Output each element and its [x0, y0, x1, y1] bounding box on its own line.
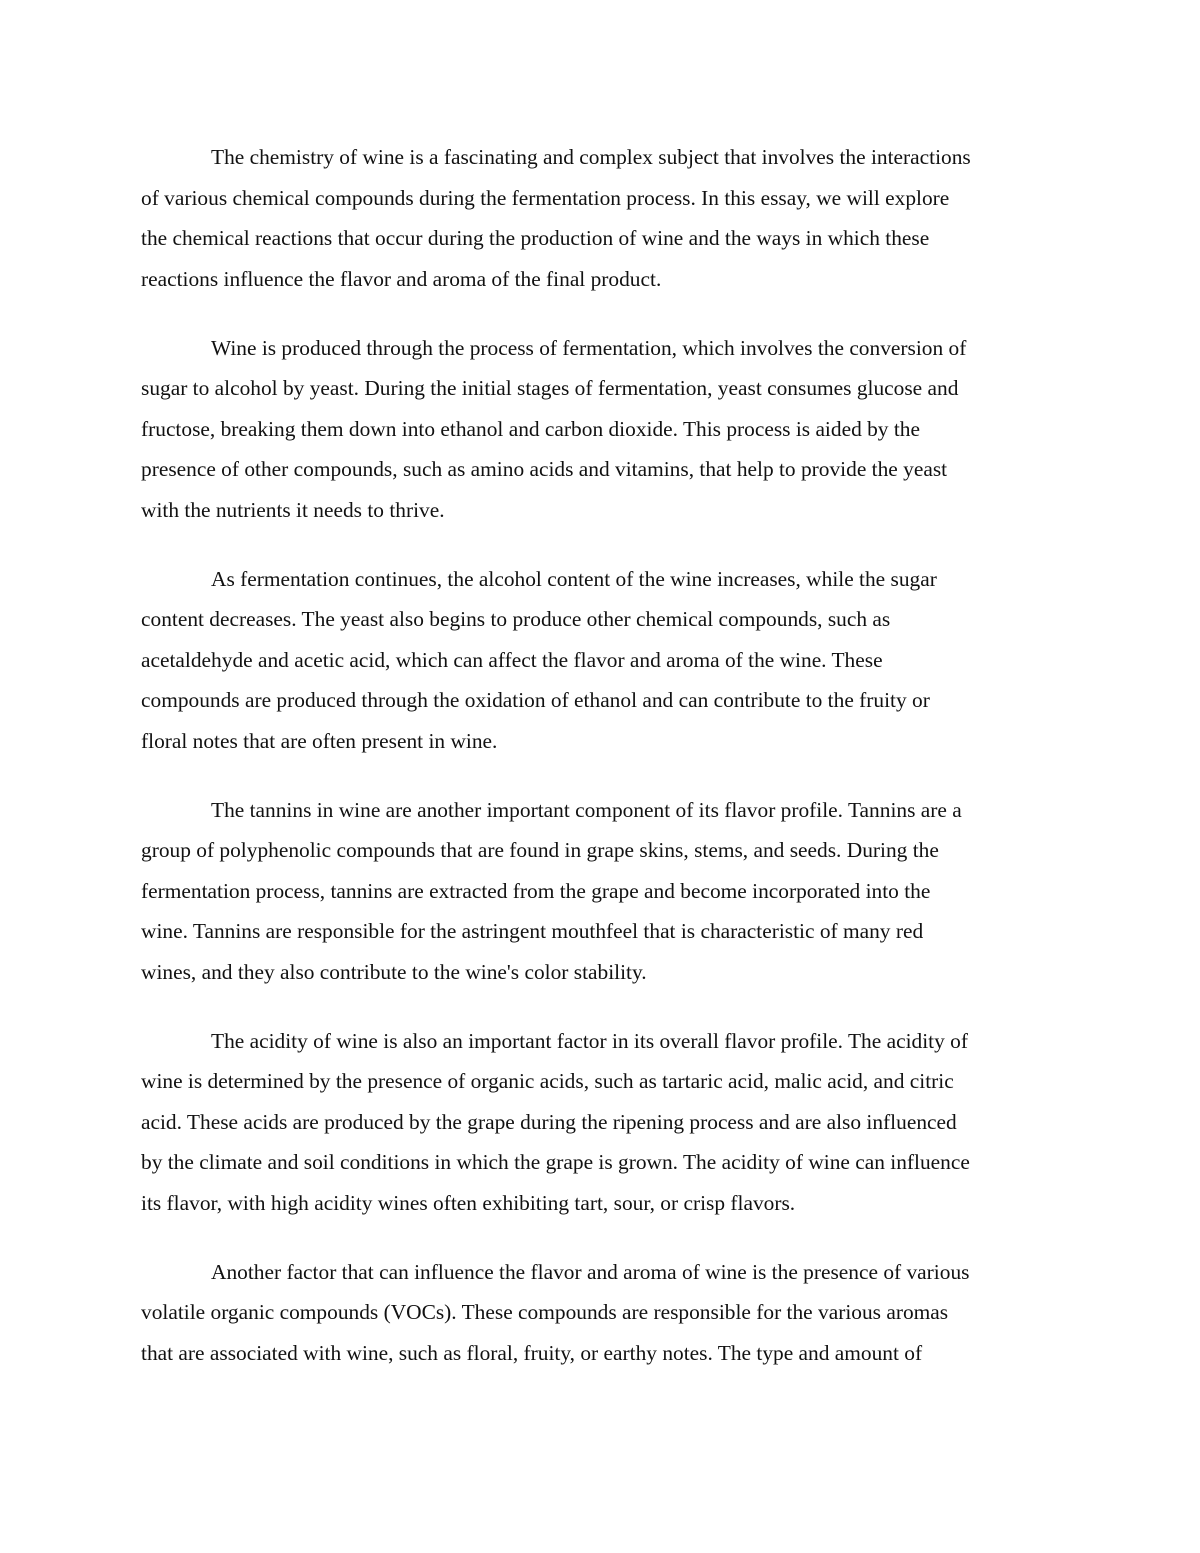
paragraph-3 [141, 559, 1056, 762]
paragraph-line: its flavor, with high acidity wines often exhibiting tart, sour, or crisp flavors. [141, 1190, 796, 1215]
paragraph-line: content decreases. The yeast also begins to produce other chemical compounds, such as [141, 607, 891, 631]
paragraph-line: acid. These acids are produced by the grape during the ripening process and are also influenced [141, 1109, 957, 1134]
paragraph-line: reactions influence the flavor and aroma of the final product. [141, 266, 662, 291]
paragraph-1 [141, 137, 1056, 299]
paragraph-line: of various chemical compounds during the fermentation process. In this essay, we will explore [141, 185, 950, 210]
paragraph-line: The acidity of wine is also an important factor in its overall flavor profile. The acidity of [211, 1028, 968, 1053]
paragraph-line: with the nutrients it needs to thrive. [141, 497, 445, 522]
paragraph-line: sugar to alcohol by yeast. During the initial stages of fermentation, yeast consumes glucose and [141, 376, 959, 400]
paragraph-line: As fermentation continues, the alcohol content of the wine increases, while the sugar [211, 566, 937, 591]
paragraph-line: The tannins in wine are another important component of its flavor profile. Tannins are a [211, 797, 962, 822]
paragraph-line: wines, and they also contribute to the wine's color stability. [141, 959, 647, 984]
paragraph-5 [141, 1021, 1056, 1224]
paragraph-line: Wine is produced through the process of fermentation, which involves the conversion of [211, 335, 967, 360]
paragraph-line: Another factor that can influence the flavor and aroma of wine is the presence of various [211, 1259, 970, 1284]
paragraph-line: volatile organic compounds (VOCs). These compounds are responsible for the various aromas [141, 1300, 949, 1324]
paragraph-line: wine. Tannins are responsible for the astringent mouthfeel that is characteristic of many red [141, 919, 924, 943]
paragraph-spacer [141, 530, 1056, 559]
paragraph-spacer [141, 1223, 1056, 1252]
paragraph-line: that are associated with wine, such as floral, fruity, or earthy notes. The type and amount of [141, 1340, 923, 1365]
document-body [141, 137, 1056, 1373]
paragraph-spacer [141, 299, 1056, 328]
paragraph-2 [141, 328, 1056, 531]
paragraph-6 [141, 1252, 1056, 1374]
paragraph-line: wine is determined by the presence of organic acids, such as tartaric acid, malic acid, and citric [141, 1069, 954, 1093]
paragraph-spacer [141, 992, 1056, 1021]
paragraph-line: the chemical reactions that occur during the production of wine and the ways in which these [141, 226, 930, 250]
paragraph-line: presence of other compounds, such as amino acids and vitamins, that help to provide the yeast [141, 457, 948, 481]
paragraph-line: fermentation process, tannins are extracted from the grape and become incorporated into the [141, 878, 931, 903]
paragraph-line: floral notes that are often present in wine. [141, 728, 498, 753]
paragraph-line: fructose, breaking them down into ethanol and carbon dioxide. This process is aided by the [141, 416, 920, 441]
paragraph-line: compounds are produced through the oxidation of ethanol and can contribute to the fruity or [141, 688, 930, 712]
paragraph-line: The chemistry of wine is a fascinating and complex subject that involves the interactions [211, 145, 971, 169]
paragraph-4 [141, 790, 1056, 993]
paragraph-line: acetaldehyde and acetic acid, which can affect the flavor and aroma of the wine. These [141, 647, 883, 672]
paragraph-spacer [141, 761, 1056, 790]
paragraph-line: group of polyphenolic compounds that are found in grape skins, stems, and seeds. During the [141, 838, 939, 862]
paragraph-line: by the climate and soil conditions in which the grape is grown. The acidity of wine can influence [141, 1150, 970, 1174]
